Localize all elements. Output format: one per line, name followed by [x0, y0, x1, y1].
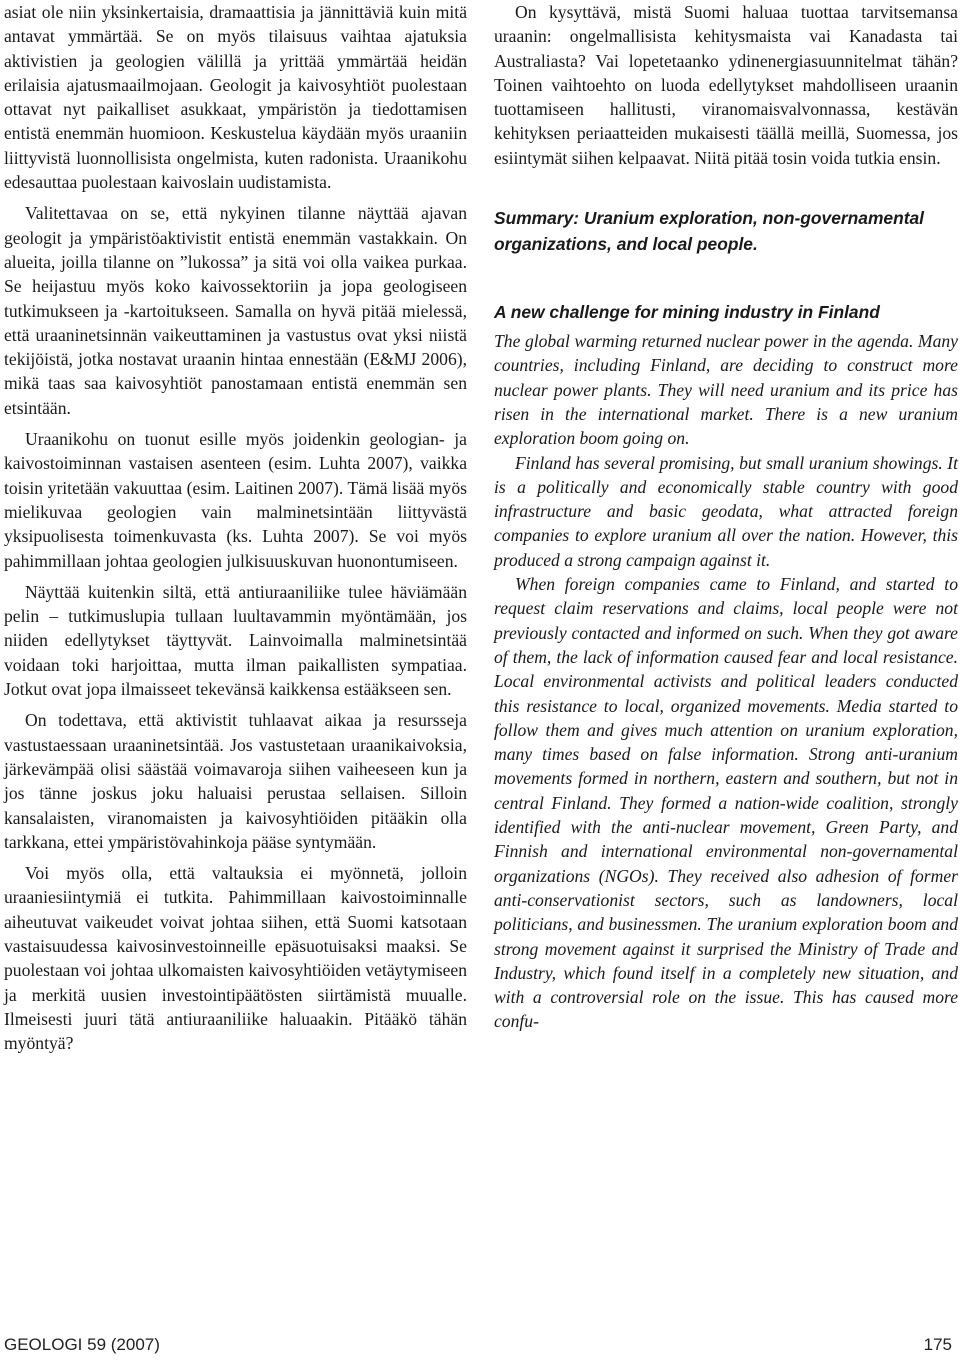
- paragraph: Uraanikohu on tuonut esille myös joidenkin geologian- ja kaivostoiminnan vastaisen asenteen (esim. Luhta 2007), vaikka toisin yritetään vakuuttaa (esim. Laitinen 2007). Tämä lisää myös mielikuvaa geologien vain malminetsintään liittyvästä yksipuolisesta toimenkuvasta (ks. Luhta 2007). Se voi myös pahimmillaan johtaa geologien julkisuuskuvan huonontumiseen.: [4, 429, 467, 571]
- right-column: [494, 0, 958, 1034]
- english-paragraph: Finland has several promising, but small uranium showings. It is a politically and economically stable country with good infrastructure and basic geodata, what attracted foreign companies to explore uranium all over the nation. However, this produced a strong campaign against it.: [494, 452, 958, 570]
- paragraph: On todettava, että aktivistit tuhlaavat aikaa ja resursseja vastustaessaan uraaninetsintää. Jos vastustetaan uraanikaivoksia, järkevämpää olisi säästää voimavaroja siihen vaiheeseen kun ja jos tänne joskus joku haluaisi perustaa sellaisen. Silloin kansalaisten, viranomaisten ja kaivosyhtiöiden pitääkin olla tarkkana, ettei ympäristövahinkoja pääse syntymään.: [4, 710, 467, 852]
- paragraph: Valitettavaa on se, että nykyinen tilanne näyttää ajavan geologit ja ympäristöaktivistit entistä enemmän vastakkain. On alueita, joilla tilanne on ”lukossa” ja sitä voi olla vaikea purkaa. Se heijastuu myös koko kaivossektoriin ja jopa geologiseen tutkimukseen ja -kartoitukseen. Samalla on hyvä pitää mielessä, että uraaninetsinnän vaikeuttaminen ja vastustus ovat yksi niistä tekijöistä, jotka nostavat uraanin hintaa ennestään (E&MJ 2006), mikä taas saa kaivosyhtiöt panostamaan entistä enemmän sen etsintään.: [4, 203, 467, 418]
- english-paragraph: When foreign companies came to Finland, and started to request claim reservations and claims, local people were not previously contacted and informed on such. When they got aware of them, the lack of information caused fear and local resistance. Local environmental activists and political leaders conducted this resistance to local, organized movements. Media started to follow them and gives much attention on uranium exploration, many times based on false information. Strong anti-uranium movements formed in northern, eastern and southern, but not in central Finland. They formed a nation-wide coalition, strongly identified with the anti-nuclear movement, Green Party, and Finnish and international environmental non-governamental organizations (NGOs). They received also adhesion of former anti-conservationist sectors, such as landowners, local politicians, and businessmen. The uranium exploration boom and strong movement against it surprised the Ministry of Trade and Industry, which found itself in a completely new situation, and with a controversial role on the issue. This has caused more confu-: [494, 574, 958, 1032]
- paragraph: asiat ole niin yksinkertaisia, dramaattisia ja jännittäviä kuin mitä antavat ymmärtää. Se on myös tilaisuus vaihtaa ajatuksia aktivistien ja geologien välillä ja yrittää ymmärtää heidän erilaisia ajatusmaailmojaan. Geologit ja kaivosyhtiöt puolestaan ottavat nyt paikalliset asukkaat, ympäristön ja tiedottamisen entistä enemmän huomioon. Keskustelua käydään myös uraaniin liittyvistä luonnollisista ongelmista, kuten radonista. Uraanikohu edesauttaa puolestaan kaivoslain uudistamista.: [4, 2, 467, 193]
- paragraph: Näyttää kuitenkin siltä, että antiuraaniliike tulee häviämään pelin – tutkimuslupia tullaan luultavammin myöntämään, jos niiden edellytykset täyttyvät. Lainvoimalla malminetsintää voidaan toki harjoittaa, mutta ilman paikallisten sympatiaa. Jotkut ovat jopa ilmaisseet tekevänsä kaikkensa estääkseen sen.: [4, 581, 467, 700]
- paragraph: Voi myös olla, että valtauksia ei myönnetä, jolloin uraaniesiintymiä ei tutkita. Pahimmillaan kaivostoiminnalle aiheutuvat vaikeudet voivat johtaa siihen, että Suomi katsotaan vastaisuudessa kaivosinvestoinneille epäsuotuisaksi maaksi. Se puolestaan voi johtaa ulkomaisten kaivosyhtiöiden vetäytymiseen ja merkitä uusien investointipäätösten siirtämistä muualle. Ilmeisesti juuri tätä antiuraaniliike haluaakin. Pitääkö tähän myöntyä?: [4, 863, 467, 1054]
- journal-footer: GEOLOGI 59 (2007): [4, 1335, 160, 1354]
- paragraph: On kysyttävä, mistä Suomi haluaa tuottaa tarvitsemansa uraanin: ongelmallisista kehitysmaista vai Kanadasta tai Australiasta? Vai lopetetaanko ydinenergiasuunnitelmat tähän? Toinen vaihtoehto on luoda edellytykset mahdolliseen uraanin tuottamiseen hallitusti, viranomaisvalvonnassa, kestävän kehityksen periaatteiden mukaisesti täällä meillä, Suomessa, jos esiintymät siihen kelpaavat. Niitä pitää tosin voida tutkia ensin.: [494, 2, 958, 168]
- summary-heading: Summary: Uranium exploration, non-governamental organizations, and local people.: [494, 208, 925, 255]
- english-paragraph: The global warming returned nuclear power in the agenda. Many countries, including Finland, are deciding to construct more nuclear power plants. They will need uranium and its price has risen in the international market. There is a new uranium exploration boom going on.: [494, 331, 958, 449]
- section-heading: A new challenge for mining industry in Finland: [494, 302, 880, 323]
- page-number: 175: [923, 1335, 952, 1354]
- left-column: [4, 0, 467, 1055]
